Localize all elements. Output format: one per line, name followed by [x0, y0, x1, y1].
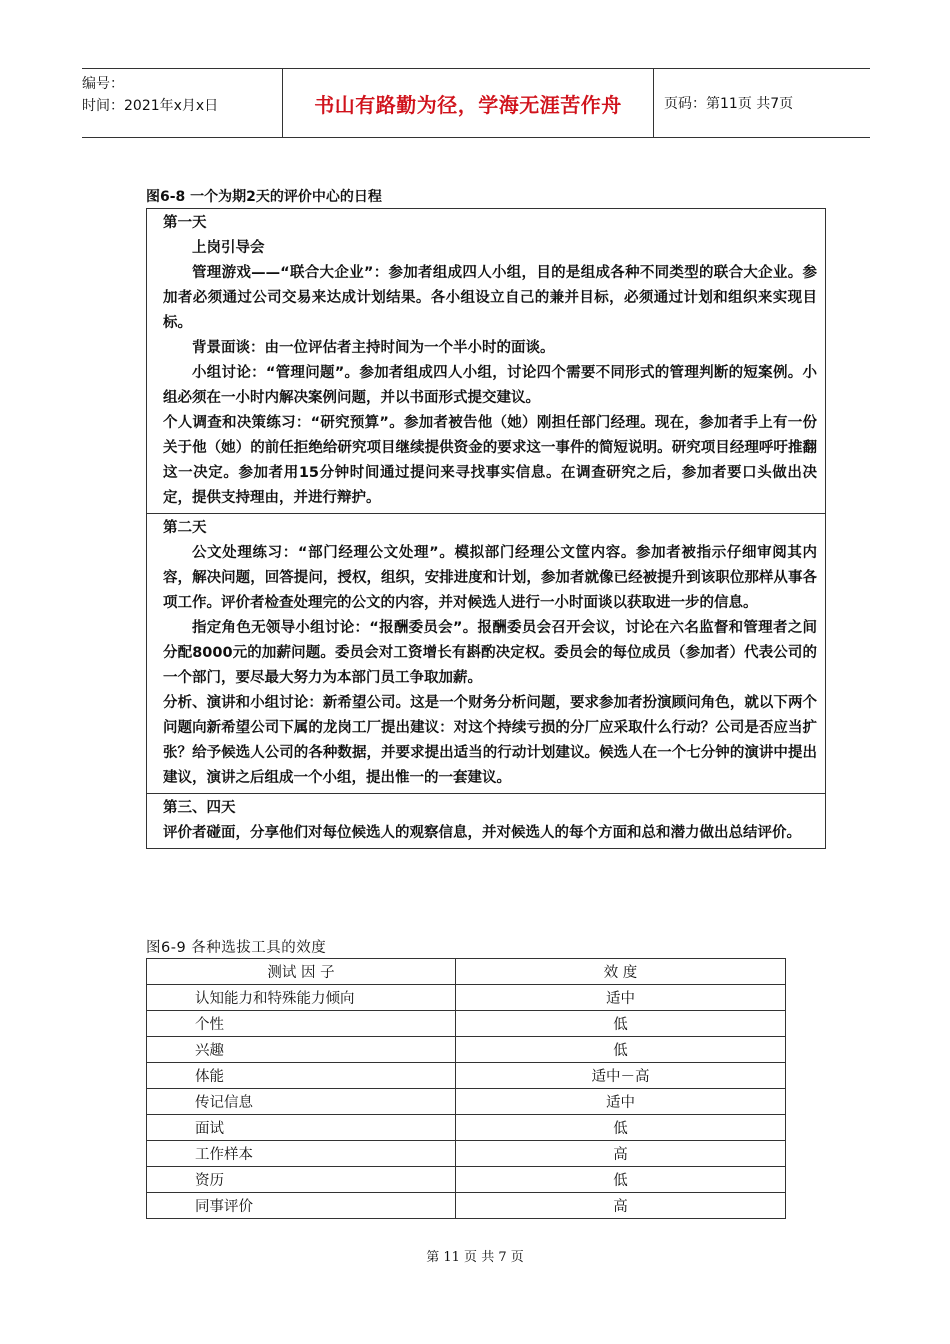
test-factor-cell: 兴趣 [147, 1037, 456, 1063]
test-factor-cell: 体能 [147, 1063, 456, 1089]
assessment-center-schedule [146, 208, 826, 849]
validity-cell: 高 [456, 1141, 786, 1167]
column-header-validity: 效 度 [456, 959, 786, 985]
figure-6-9-title: 图6-9 各种选拔工具的效度 [146, 940, 327, 956]
table-row [147, 1089, 786, 1115]
schedule-activity-paragraph: 指定角色无领导小组讨论：“报酬委员会”。报酬委员会召开会议，讨论在六名监督和管理者之间分配8000元的加薪问题。委员会对工资增长有斟酌决定权。委员会的每位成员（参加者）代表公司的一个部门，要尽最大努力为本部门员工争取加薪。 [163, 620, 817, 686]
schedule-day-heading: 第三、四天 [163, 800, 236, 816]
validity-cell: 低 [456, 1115, 786, 1141]
test-factor-cell: 传记信息 [147, 1089, 456, 1115]
schedule-day-section [147, 794, 825, 848]
table-header-row [147, 959, 786, 985]
schedule-activity-paragraph: 上岗引导会 [192, 240, 265, 256]
schedule-activity-paragraph: 公文处理练习：“部门经理公文处理”。模拟部门经理公文筐内容。参加者被指示仔细审阅其内容，解决问题，回答提问，授权，组织，安排进度和计划，参加者就像已经被提升到该职位那样从事各项工作。评价者检查处理完的公文的内容，并对候选人进行一小时面谈以获取进一步的信息。 [163, 545, 817, 611]
table-row [147, 1115, 786, 1141]
schedule-day-section [147, 209, 825, 514]
schedule-day-heading: 第一天 [163, 215, 207, 231]
schedule-activity-paragraph: 背景面谈：由一位评估者主持时间为一个半小时的面谈。 [192, 340, 555, 356]
schedule-activity-paragraph: 评价者碰面，分享他们对每位候选人的观察信息，并对候选人的每个方面和总和潜力做出总结评价。 [163, 825, 801, 841]
schedule-activity-paragraph: 分析、演讲和小组讨论：新希望公司。这是一个财务分析问题，要求参加者扮演顾问角色，就以下两个问题向新希望公司下属的龙岗工厂提出建议：对这个持续亏损的分厂应采取什么行动？公司是否应当扩张？给予候选人公司的各种数据，并要求提出适当的行动计划建议。候选人在一个七分钟的演讲中提出建议，演讲之后组成一个小组，提出惟一的一套建议。 [163, 695, 817, 786]
schedule-day-section [147, 514, 825, 794]
header-motto-cell [283, 69, 654, 137]
test-factor-cell: 资历 [147, 1167, 456, 1193]
table-row [147, 1011, 786, 1037]
test-factor-cell: 工作样本 [147, 1141, 456, 1167]
document-number-label: 编号： [82, 76, 124, 92]
table-row [147, 1141, 786, 1167]
schedule-activity-paragraph: 管理游戏——“联合大企业”：参加者组成四人小组，目的是组成各种不同类型的联合大企业。参加者必须通过公司交易来达成计划结果。各小组设立自己的兼并目标，必须通过计划和组织来实现目标。 [163, 265, 817, 331]
selection-tool-validity-table [146, 958, 786, 1219]
schedule-day-heading: 第二天 [163, 520, 207, 536]
validity-cell: 低 [456, 1167, 786, 1193]
table-row [147, 1193, 786, 1219]
validity-cell: 适中－高 [456, 1063, 786, 1089]
table-row [147, 985, 786, 1011]
schedule-activity-paragraph: 个人调查和决策练习：“研究预算”。参加者被告他（她）刚担任部门经理。现在，参加者手上有一份关于他（她）的前任拒绝给研究项目继续提供资金的要求这一事件的简短说明。研究项目经理呼吁推翻这一决定。参加者用15分钟时间通过提问来寻找事实信息。在调查研究之后，参加者要口头做出决定，提供支持理由，并进行辩护。 [163, 415, 817, 506]
test-factor-cell: 面试 [147, 1115, 456, 1141]
validity-cell: 高 [456, 1193, 786, 1219]
table-row [147, 1063, 786, 1089]
table-row [147, 1167, 786, 1193]
document-date: 时间：2021年x月x日 [82, 98, 219, 114]
header-page-info [654, 69, 870, 137]
validity-cell: 适中 [456, 985, 786, 1011]
validity-cell: 低 [456, 1011, 786, 1037]
schedule-activity-paragraph: 小组讨论：“管理问题”。参加者组成四人小组，讨论四个需要不同形式的管理判断的短案例。小组必须在一小时内解决案例问题，并以书面形式提交建议。 [163, 365, 817, 406]
test-factor-cell: 认知能力和特殊能力倾向 [147, 985, 456, 1011]
page-footer: 第 11 页 共 7 页 [426, 1250, 524, 1265]
test-factor-cell: 同事评价 [147, 1193, 456, 1219]
table-row [147, 1037, 786, 1063]
header-page-number: 页码：第11页 共7页 [664, 96, 794, 112]
column-header-factor: 测试 因 子 [147, 959, 456, 985]
header-meta [82, 69, 283, 137]
header-motto: 书山有路勤为径，学海无涯苦作舟 [314, 92, 622, 117]
test-factor-cell: 个性 [147, 1011, 456, 1037]
validity-cell: 适中 [456, 1089, 786, 1115]
page-header [82, 68, 870, 138]
figure-6-8-title: 图6-8 一个为期2天的评价中心的日程 [146, 189, 382, 205]
validity-cell: 低 [456, 1037, 786, 1063]
